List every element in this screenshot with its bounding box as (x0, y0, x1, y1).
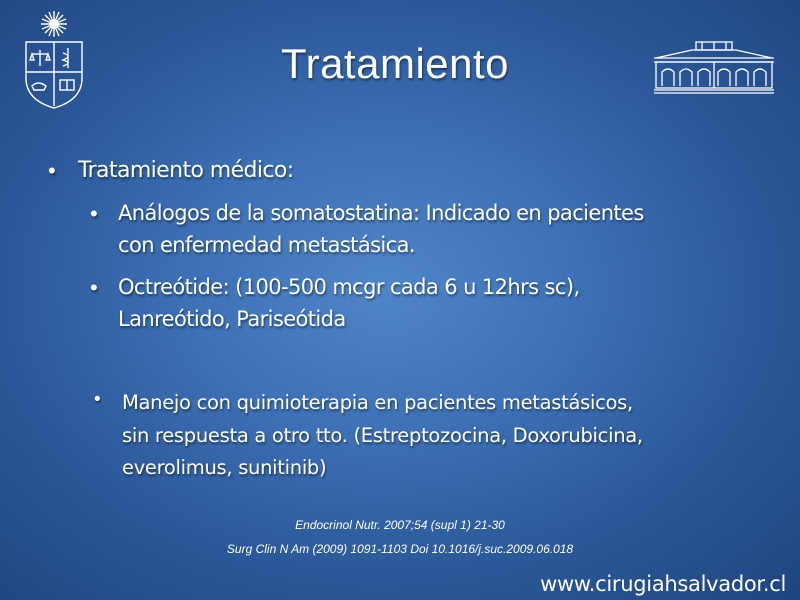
bullet-dot: • (90, 201, 98, 226)
bullet-level3-text: Manejo con quimioterapia en pacientes metastásicos, (122, 391, 633, 414)
reference-line: Surg Clin N Am (2009) 1091-1103 Doi 10.1016/j.suc.2009.06.018 (226, 542, 574, 556)
bullet-level2-text: Octreótide: (100-500 mcgr cada 6 u 12hrs sc), (118, 275, 580, 299)
website-url: www.cirugiahsalvador.cl (540, 572, 786, 596)
bullet-dot: • (90, 275, 98, 300)
slide-title: Tratamiento (280, 40, 510, 87)
bullet-level3-text-continued: sin respuesta a otro tto. (Estreptozocina, Doxorubicina, (122, 424, 643, 447)
bullet-level3-text-continued: everolimus, sunitinib) (122, 456, 327, 479)
bullet-level2-text-continued: con enfermedad metastásica. (118, 233, 415, 257)
bullet-level2-text-continued: Lanreótido, Pariseótida (118, 307, 346, 331)
bullet-level1-text: Tratamiento médico: (78, 158, 294, 183)
bullet-dot: • (94, 389, 101, 410)
bullet-level2-text: Análogos de la somatostatina: Indicado en pacientes (118, 201, 644, 225)
reference-line: Endocrinol Nutr. 2007;54 (supl 1) 21-30 (295, 518, 505, 532)
bullet-dot: • (48, 158, 56, 183)
